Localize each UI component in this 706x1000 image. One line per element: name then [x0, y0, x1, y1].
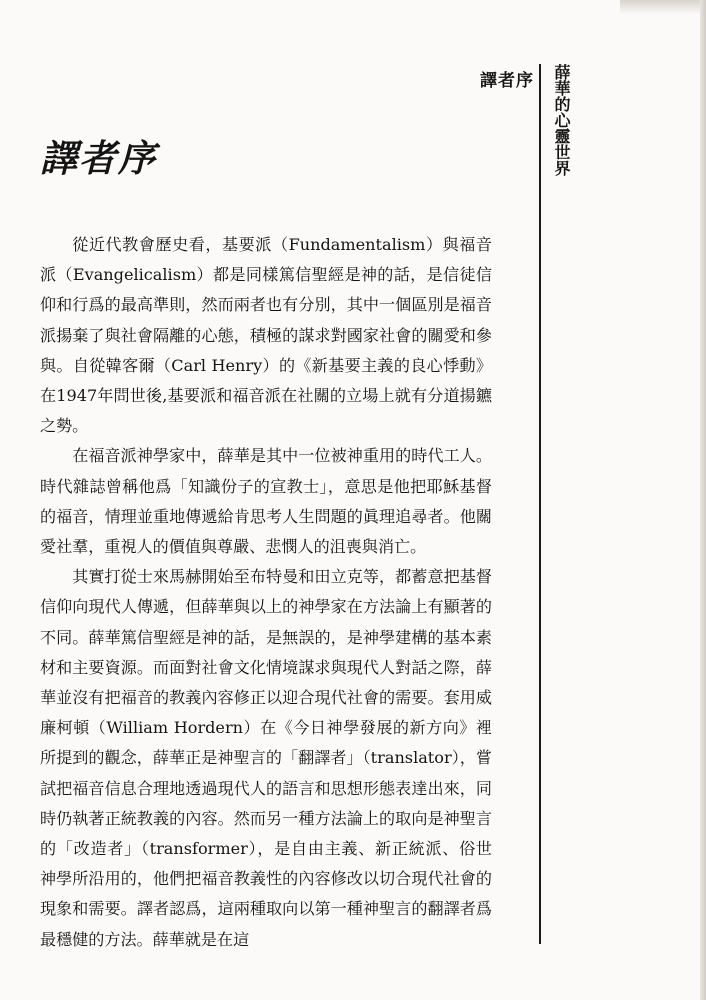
page-edge: [700, 0, 706, 1000]
running-head: 譯者序: [480, 71, 534, 91]
paragraph: 在福音派神學家中，薛華是其中一位被神重用的時代工人。時代雜誌曾稱他爲「知識份子的宣教士」，意思是他把耶穌基督的福音，情理並重地傳遞給肯思考人生問題的眞理追尋者。他關愛社羣，重視人的價值與尊嚴、悲憫人的沮喪與消亡。: [40, 446, 492, 557]
margin-divider: [539, 64, 541, 944]
book-title-vertical: 薛華的心靈世界: [552, 64, 571, 176]
paragraph: 其實打從士來馬赫開始至布特曼和田立克等，都蓄意把基督信仰向現代人傳遞，但薛華與以上的神學家在方法論上有顯著的不同。薛華篤信聖經是神的話，是無誤的，是神學建構的基本素材和主要資源。而面對社會文化情境謀求與現代人對話之際，薛華並沒有把福音的教義內容修正以迎合現代社會的需要。套用威廉柯頓（William Hordern）在《今日神學發展的新方向》裡所提到的觀念，薛華正是神聖言的「翻譯者」（translator），嘗試把福音信息合理地透過現代人的語言和思想形態表達出來，同時仍執著正統教義的內容。然而另一種方法論上的取向是神聖言的「改造者」（transformer），是自由主義、新正統派、俗世神學所沿用的，他們把福音教義性的內容修改以切合現代社會的現象和需要。譯者認爲，這兩種取向以第一種神聖言的翻譯者爲最穩健的方法。薛華就是在這: [40, 567, 492, 949]
chapter-title: 譯者序: [40, 136, 157, 180]
body-text: [40, 230, 492, 955]
page-edge: [620, 0, 706, 14]
paragraph: 從近代教會歷史看，基要派（Fundamentalism）與福音派（Evangelicalism）都是同樣篤信聖經是神的話，是信徒信仰和行爲的最高準則，然而兩者也有分別，其中一個區別是福音派揚棄了與社會隔離的心態，積極的謀求對國家社會的關愛和參與。自從韓客爾（Carl Henry）的《新基要主義的良心悸動》在1947年問世後,基要派和福音派在社關的立場上就有分道揚鑣之勢。: [40, 235, 492, 436]
